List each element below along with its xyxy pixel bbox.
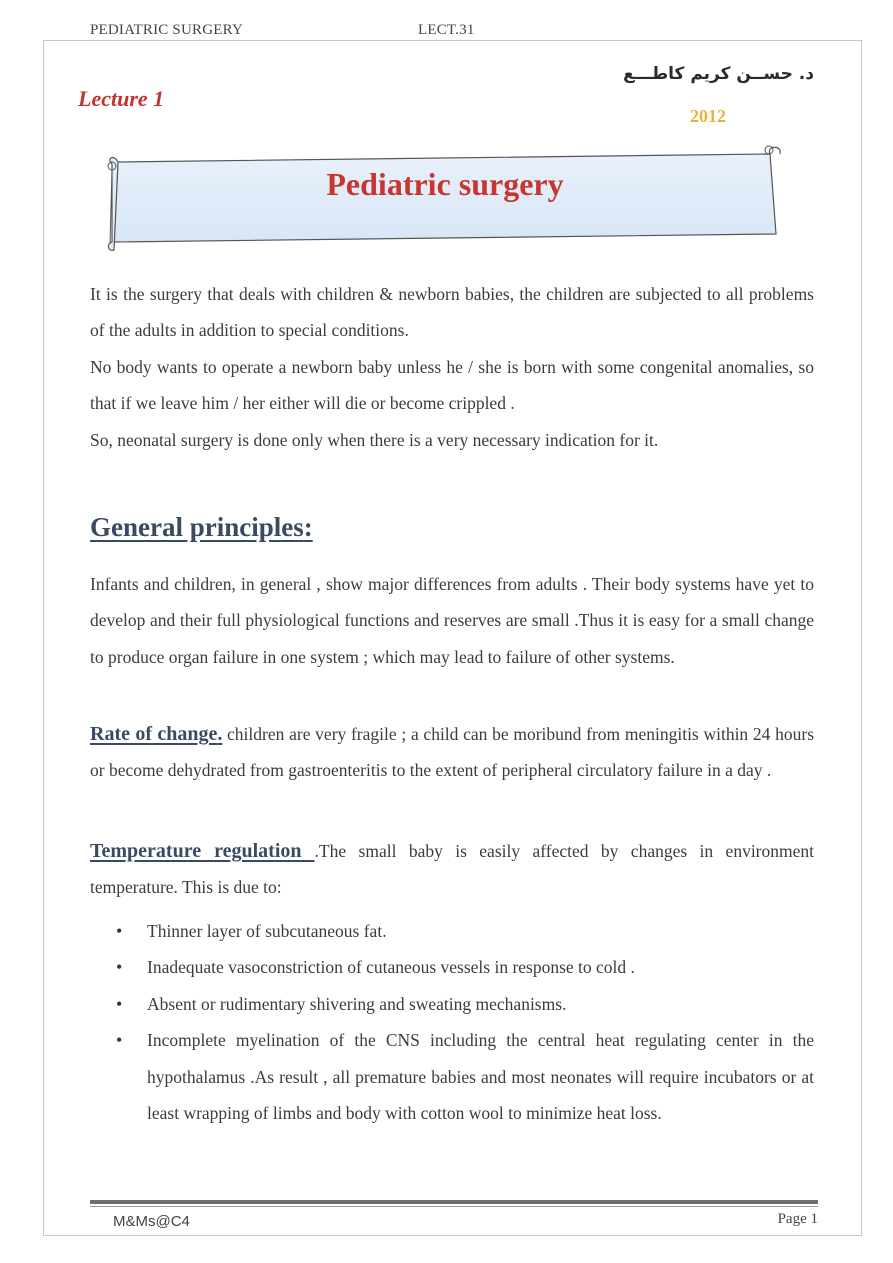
temperature-regulation-heading: Temperature regulation: [90, 840, 315, 862]
intro-paragraph-1: It is the surgery that deals with children & newborn babies, the children are subjected to all problems of the adults in addition to special conditions.: [90, 284, 814, 341]
rate-of-change-paragraph: [90, 716, 814, 789]
running-header-course: PEDIATRIC SURGERY: [90, 22, 244, 38]
rate-of-change-text: children are very fragile ; a child can be moribund from meningitis within 24 hours or become dehydrated from gastroenteritis to the extent of peripheral circulatory failure in a day .: [90, 724, 815, 781]
general-principles-heading-colon: :: [303, 512, 313, 542]
author-name: د. حســن كريم كاطـــع: [623, 64, 814, 84]
rate-of-change-dot: .: [217, 723, 223, 745]
running-header-lecture-code: LECT.31: [418, 22, 475, 38]
year-label: 2012: [690, 106, 726, 126]
banner-title: Pediatric surgery: [326, 166, 564, 202]
rate-of-change-heading: [90, 723, 222, 745]
page-number: Page 1: [777, 1211, 818, 1227]
general-paragraph-1: Infants and children, in general , show major differences from adults . Their body systems have yet to develop and their full physiological functions and reserves are small .Thus it is easy for a small change to produce organ failure in one system ; which may lead to failure of other systems.: [90, 574, 814, 667]
footer-left-label: M&Ms@C4: [113, 1213, 190, 1230]
list-item: • Absent or rudimentary shivering and sweating mechanisms.: [116, 986, 814, 1022]
list-item: • Incomplete myelination of the CNS including the central heat regulating center in the hypothalamus .As result , all premature babies and most neonates will require incubators or at least wrapping of limbs and body with cotton wool to minimize heat loss.: [116, 1022, 814, 1131]
temperature-causes-list: [116, 913, 814, 1131]
footer-rule: [90, 1200, 818, 1204]
lecture-tag: Lecture 1: [78, 86, 165, 111]
intro-paragraph-2: No body wants to operate a newborn baby unless he / she is born with some congenital anomalies, so that if we leave him / her either will die or become crippled .: [90, 356, 814, 414]
temperature-regulation-text: .The small baby is easily affected by changes in environment temperature. This is due to:: [90, 841, 814, 898]
general-principles-heading-text: General principles: [90, 512, 304, 542]
rate-of-change-heading-text: Rate of change: [90, 723, 218, 745]
temperature-regulation-paragraph: [90, 833, 814, 906]
general-principles-heading: [90, 512, 313, 543]
intro-paragraph-3: So, neonatal surgery is done only when there is a very necessary indication for it.: [90, 429, 659, 450]
footer-rule-thin: [90, 1206, 818, 1207]
intro-text: [90, 276, 814, 458]
list-item: • Thinner layer of subcutaneous fat.: [116, 913, 814, 949]
list-item: • Inadequate vasoconstriction of cutaneous vessels in response to cold .: [116, 949, 814, 985]
